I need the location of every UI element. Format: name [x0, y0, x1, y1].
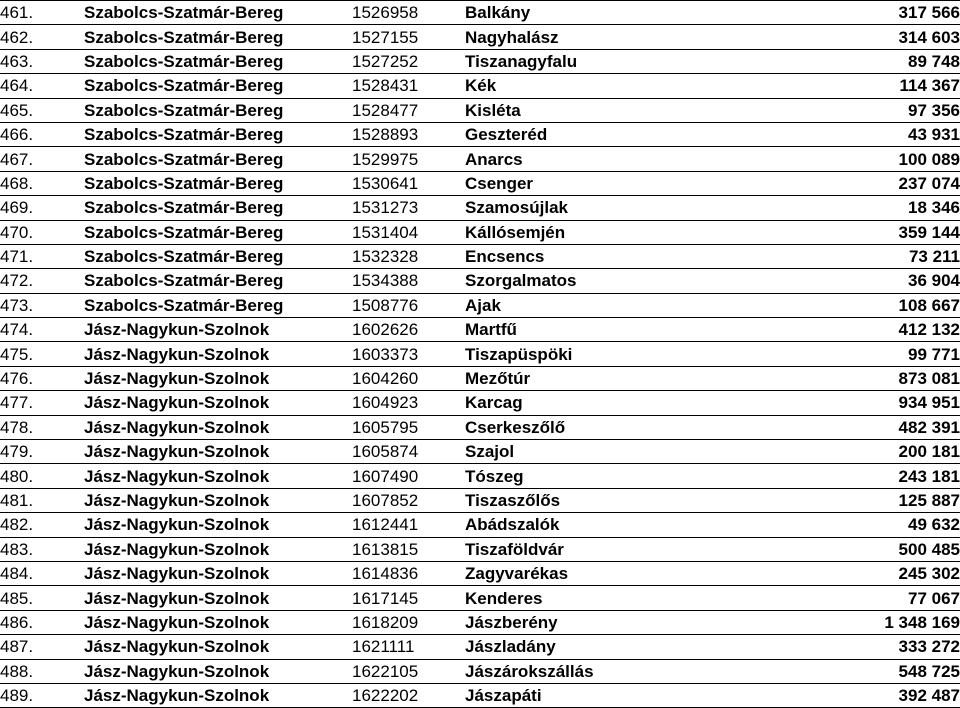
county-cell: Jász-Nagykun-Szolnok	[84, 659, 352, 683]
county-cell: Jász-Nagykun-Szolnok	[84, 561, 352, 585]
county-cell: Jász-Nagykun-Szolnok	[84, 391, 352, 415]
row-number-cell: 476.	[0, 366, 84, 390]
amount-cell: 934 951	[723, 391, 960, 415]
settlement-code-cell: 1614836	[352, 561, 465, 585]
county-cell: Szabolcs-Szatmár-Bereg	[84, 147, 352, 171]
table-row	[0, 25, 960, 49]
row-number-cell: 466.	[0, 122, 84, 146]
row-number-cell: 469.	[0, 196, 84, 220]
row-number-cell: 470.	[0, 220, 84, 244]
settlement-code-cell: 1602626	[352, 318, 465, 342]
table-row	[0, 318, 960, 342]
county-cell: Szabolcs-Szatmár-Bereg	[84, 171, 352, 195]
settlement-name-cell: Tiszapüspöki	[465, 342, 723, 366]
row-number-cell: 473.	[0, 293, 84, 317]
county-cell: Jász-Nagykun-Szolnok	[84, 318, 352, 342]
settlement-name-cell: Szajol	[465, 440, 723, 464]
table-row	[0, 196, 960, 220]
table-row	[0, 391, 960, 415]
county-cell: Szabolcs-Szatmár-Bereg	[84, 220, 352, 244]
table-body	[0, 1, 960, 708]
row-number-cell: 482.	[0, 513, 84, 537]
amount-cell: 873 081	[723, 366, 960, 390]
settlement-code-cell: 1604923	[352, 391, 465, 415]
row-number-cell: 477.	[0, 391, 84, 415]
settlement-name-cell: Jászapáti	[465, 683, 723, 707]
table-row	[0, 440, 960, 464]
settlement-name-cell: Balkány	[465, 1, 723, 25]
county-cell: Szabolcs-Szatmár-Bereg	[84, 293, 352, 317]
settlement-name-cell: Kállósemjén	[465, 220, 723, 244]
table-row	[0, 1, 960, 25]
table-row	[0, 635, 960, 659]
amount-cell: 392 487	[723, 683, 960, 707]
settlement-code-cell: 1508776	[352, 293, 465, 317]
amount-cell: 200 181	[723, 440, 960, 464]
table-row	[0, 488, 960, 512]
row-number-cell: 474.	[0, 318, 84, 342]
table-row	[0, 98, 960, 122]
table-row	[0, 464, 960, 488]
row-number-cell: 483.	[0, 537, 84, 561]
settlement-name-cell: Zagyvarékas	[465, 561, 723, 585]
table-row	[0, 293, 960, 317]
amount-cell: 43 931	[723, 122, 960, 146]
settlement-code-cell: 1528431	[352, 74, 465, 98]
settlement-code-cell: 1622105	[352, 659, 465, 683]
amount-cell: 77 067	[723, 586, 960, 610]
settlement-code-cell: 1612441	[352, 513, 465, 537]
table-row	[0, 342, 960, 366]
settlement-name-cell: Anarcs	[465, 147, 723, 171]
row-number-cell: 461.	[0, 1, 84, 25]
settlement-name-cell: Kék	[465, 74, 723, 98]
table-row	[0, 366, 960, 390]
amount-cell: 100 089	[723, 147, 960, 171]
settlement-code-cell: 1603373	[352, 342, 465, 366]
table-row	[0, 415, 960, 439]
table-row	[0, 122, 960, 146]
county-cell: Szabolcs-Szatmár-Bereg	[84, 1, 352, 25]
row-number-cell: 471.	[0, 244, 84, 268]
settlement-code-cell: 1617145	[352, 586, 465, 610]
table-row	[0, 610, 960, 634]
settlement-name-cell: Martfű	[465, 318, 723, 342]
settlement-name-cell: Jászberény	[465, 610, 723, 634]
amount-cell: 500 485	[723, 537, 960, 561]
table-row	[0, 513, 960, 537]
settlement-name-cell: Tiszaföldvár	[465, 537, 723, 561]
row-number-cell: 479.	[0, 440, 84, 464]
settlement-name-cell: Kisléta	[465, 98, 723, 122]
settlement-name-cell: Karcag	[465, 391, 723, 415]
county-cell: Szabolcs-Szatmár-Bereg	[84, 269, 352, 293]
settlement-code-cell: 1528893	[352, 122, 465, 146]
settlement-code-cell: 1534388	[352, 269, 465, 293]
county-cell: Szabolcs-Szatmár-Bereg	[84, 25, 352, 49]
table-row	[0, 147, 960, 171]
settlement-code-cell: 1527252	[352, 49, 465, 73]
settlement-code-cell: 1530641	[352, 171, 465, 195]
amount-cell: 237 074	[723, 171, 960, 195]
settlement-name-cell: Encsencs	[465, 244, 723, 268]
settlement-code-cell: 1529975	[352, 147, 465, 171]
settlement-code-cell: 1618209	[352, 610, 465, 634]
county-cell: Jász-Nagykun-Szolnok	[84, 366, 352, 390]
row-number-cell: 475.	[0, 342, 84, 366]
settlement-name-cell: Geszteréd	[465, 122, 723, 146]
row-number-cell: 487.	[0, 635, 84, 659]
county-cell: Szabolcs-Szatmár-Bereg	[84, 74, 352, 98]
row-number-cell: 481.	[0, 488, 84, 512]
row-number-cell: 463.	[0, 49, 84, 73]
amount-cell: 359 144	[723, 220, 960, 244]
row-number-cell: 488.	[0, 659, 84, 683]
settlement-code-cell: 1528477	[352, 98, 465, 122]
settlement-code-cell: 1613815	[352, 537, 465, 561]
amount-cell: 1 348 169	[723, 610, 960, 634]
row-number-cell: 467.	[0, 147, 84, 171]
county-cell: Jász-Nagykun-Szolnok	[84, 415, 352, 439]
settlement-code-cell: 1527155	[352, 25, 465, 49]
table-row	[0, 537, 960, 561]
settlement-name-cell: Cserkeszőlő	[465, 415, 723, 439]
amount-cell: 412 132	[723, 318, 960, 342]
amount-cell: 333 272	[723, 635, 960, 659]
settlement-code-cell: 1605795	[352, 415, 465, 439]
county-cell: Jász-Nagykun-Szolnok	[84, 464, 352, 488]
settlement-name-cell: Tiszaszőlős	[465, 488, 723, 512]
settlement-code-cell: 1531273	[352, 196, 465, 220]
table-row	[0, 269, 960, 293]
county-cell: Jász-Nagykun-Szolnok	[84, 513, 352, 537]
amount-cell: 108 667	[723, 293, 960, 317]
row-number-cell: 485.	[0, 586, 84, 610]
settlement-name-cell: Szamosújlak	[465, 196, 723, 220]
amount-cell: 314 603	[723, 25, 960, 49]
amount-cell: 73 211	[723, 244, 960, 268]
county-cell: Jász-Nagykun-Szolnok	[84, 635, 352, 659]
settlement-code-cell: 1532328	[352, 244, 465, 268]
table-row	[0, 561, 960, 585]
settlement-name-cell: Mezőtúr	[465, 366, 723, 390]
settlement-code-cell: 1605874	[352, 440, 465, 464]
settlement-code-cell: 1621111	[352, 635, 465, 659]
settlement-name-cell: Csenger	[465, 171, 723, 195]
settlement-code-cell: 1526958	[352, 1, 465, 25]
row-number-cell: 464.	[0, 74, 84, 98]
amount-cell: 125 887	[723, 488, 960, 512]
county-cell: Jász-Nagykun-Szolnok	[84, 342, 352, 366]
county-cell: Szabolcs-Szatmár-Bereg	[84, 98, 352, 122]
amount-cell: 548 725	[723, 659, 960, 683]
county-cell: Szabolcs-Szatmár-Bereg	[84, 122, 352, 146]
county-cell: Jász-Nagykun-Szolnok	[84, 537, 352, 561]
county-cell: Jász-Nagykun-Szolnok	[84, 488, 352, 512]
amount-cell: 245 302	[723, 561, 960, 585]
amount-cell: 97 356	[723, 98, 960, 122]
amount-cell: 114 367	[723, 74, 960, 98]
county-cell: Szabolcs-Szatmár-Bereg	[84, 49, 352, 73]
settlement-name-cell: Ajak	[465, 293, 723, 317]
row-number-cell: 472.	[0, 269, 84, 293]
row-number-cell: 468.	[0, 171, 84, 195]
county-cell: Szabolcs-Szatmár-Bereg	[84, 244, 352, 268]
county-cell: Szabolcs-Szatmár-Bereg	[84, 196, 352, 220]
table-row	[0, 74, 960, 98]
table-row	[0, 244, 960, 268]
county-cell: Jász-Nagykun-Szolnok	[84, 586, 352, 610]
table-row	[0, 659, 960, 683]
county-cell: Jász-Nagykun-Szolnok	[84, 683, 352, 707]
settlement-name-cell: Szorgalmatos	[465, 269, 723, 293]
amount-cell: 317 566	[723, 1, 960, 25]
settlement-name-cell: Nagyhalász	[465, 25, 723, 49]
row-number-cell: 465.	[0, 98, 84, 122]
row-number-cell: 462.	[0, 25, 84, 49]
row-number-cell: 489.	[0, 683, 84, 707]
settlement-name-cell: Kenderes	[465, 586, 723, 610]
amount-cell: 99 771	[723, 342, 960, 366]
county-cell: Jász-Nagykun-Szolnok	[84, 610, 352, 634]
amount-cell: 18 346	[723, 196, 960, 220]
amount-cell: 36 904	[723, 269, 960, 293]
settlement-name-cell: Jászárokszállás	[465, 659, 723, 683]
row-number-cell: 480.	[0, 464, 84, 488]
table-row	[0, 49, 960, 73]
row-number-cell: 486.	[0, 610, 84, 634]
settlement-code-cell: 1622202	[352, 683, 465, 707]
settlement-code-cell: 1607852	[352, 488, 465, 512]
settlement-code-cell: 1604260	[352, 366, 465, 390]
settlement-code-cell: 1531404	[352, 220, 465, 244]
amount-cell: 89 748	[723, 49, 960, 73]
row-number-cell: 484.	[0, 561, 84, 585]
county-cell: Jász-Nagykun-Szolnok	[84, 440, 352, 464]
settlement-name-cell: Abádszalók	[465, 513, 723, 537]
table-row	[0, 220, 960, 244]
table-row	[0, 683, 960, 707]
amount-cell: 482 391	[723, 415, 960, 439]
amount-cell: 243 181	[723, 464, 960, 488]
table-row	[0, 171, 960, 195]
amount-cell: 49 632	[723, 513, 960, 537]
settlement-name-cell: Jászladány	[465, 635, 723, 659]
settlement-name-cell: Tószeg	[465, 464, 723, 488]
settlement-code-cell: 1607490	[352, 464, 465, 488]
table-row	[0, 586, 960, 610]
settlement-name-cell: Tiszanagyfalu	[465, 49, 723, 73]
row-number-cell: 478.	[0, 415, 84, 439]
